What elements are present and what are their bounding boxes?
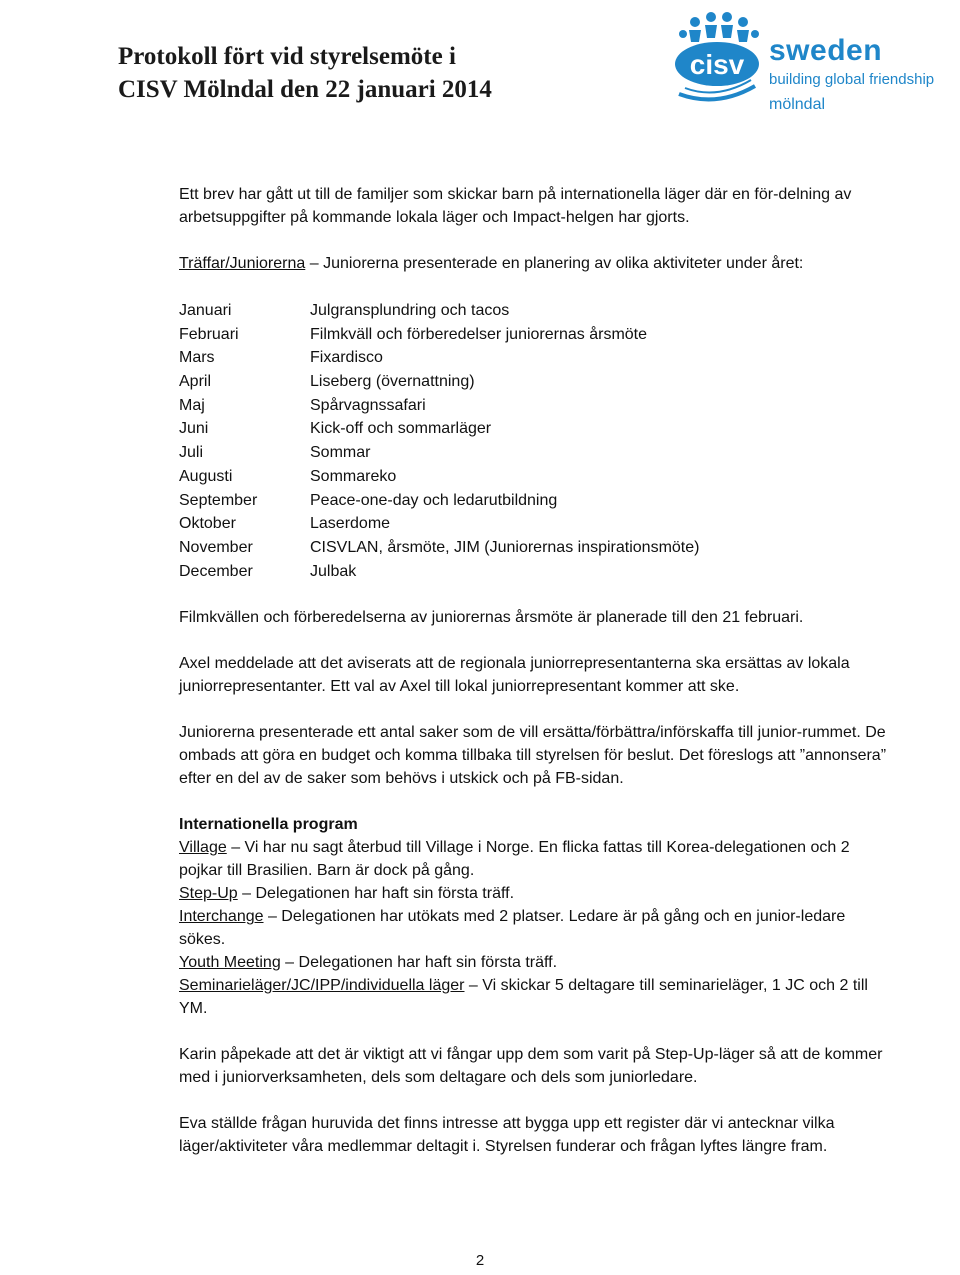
svg-text:cisv: cisv [689, 49, 745, 80]
month-activity: CISVLAN, årsmöte, JIM (Juniorernas inspirationsmöte) [310, 538, 700, 556]
juniorrum-paragraph: Juniorerna presenterade ett antal saker som de vill ersätta/förbättra/införskaffa till junior-rummet. De ombads att göra en budget och komma tillbaka till styrelsen för beslut. Det föreslogs att ”annonsera” efter en del av de saker som behövs i utskick och på FB-sidan. [179, 724, 887, 788]
month-activity: Sommar [310, 444, 371, 462]
month-activity: Sommareko [310, 467, 397, 485]
logo-wordmark: sweden [769, 34, 883, 67]
month-row [179, 560, 889, 584]
month-name: Juni [179, 420, 209, 438]
month-row [179, 299, 889, 323]
document-title [118, 40, 492, 106]
month-row [179, 465, 889, 489]
month-row [179, 441, 889, 465]
logo-city: mölndal [769, 96, 826, 113]
program-text: – Delegationen har haft sin första träff. [237, 885, 515, 903]
month-name: September [179, 491, 258, 509]
international-heading: Internationella program [179, 816, 358, 834]
intro-paragraph: Ett brev har gått ut till de familjer som skickar barn på internationella läger där en för-delning av arbetsuppgifter på kommande lokala läger och Impact-helgen har gjorts. [179, 186, 852, 226]
juniors-label: Träffar/Juniorerna [179, 255, 306, 272]
month-row [179, 370, 889, 394]
program-text: – Delegationen har haft sin första träff. [280, 954, 558, 972]
month-name: December [179, 562, 253, 580]
month-activity: Laserdome [310, 515, 391, 533]
month-name: Maj [179, 396, 205, 414]
month-activity: Julbak [310, 562, 357, 580]
month-row [179, 417, 889, 441]
eva-paragraph: Eva ställde frågan huruvida det finns intresse att bygga upp ett register där vi antecknar vilka läger/aktiviteter våra medlemmar deltagit i. Styrelsen funderar och frågan lyftes längre fram. [179, 1115, 835, 1156]
program-label: Youth Meeting [179, 954, 281, 972]
program-label: Step-Up [179, 885, 238, 903]
month-row [179, 323, 889, 347]
juniors-paragraph [179, 252, 889, 275]
program-label: Interchange [179, 908, 264, 926]
page-number: 2 [475, 1252, 485, 1269]
month-row [179, 394, 889, 418]
document-body [179, 183, 889, 1158]
cisv-emblem-icon [665, 8, 769, 108]
month-name: Mars [179, 349, 215, 367]
month-name: Januari [179, 302, 232, 319]
title-line-2: CISV Mölndal den 22 januari 2014 [118, 76, 492, 103]
logo-tagline: building global friendship [769, 71, 935, 88]
karin-paragraph: Karin påpekade att det är viktigt att vi fångar upp dem som varit på Step-Up-läger så att de kommer med i juniorverksamheten, dels som deltagare och dels som juniorledare. [179, 1046, 883, 1087]
month-row [179, 489, 889, 513]
program-item [179, 905, 889, 951]
month-name: April [179, 373, 212, 391]
program-label: Village [179, 839, 227, 857]
program-text: – Vi skickar 5 deltagare till seminarieläger, 1 JC och 2 till YM. [179, 977, 868, 1018]
program-text: – Vi har nu sagt återbud till Village i Norge. En flicka fattas till Korea-delegationen och 2 pojkar till Brasilien. Barn är dock på gång. [179, 839, 850, 880]
month-name: Oktober [179, 515, 236, 533]
program-label: Seminarieläger/JC/IPP/individuella läger [179, 977, 465, 995]
month-activity: Filmkväll och förberedelser juniorernas årsmöte [310, 325, 648, 343]
month-activity: Kick-off och sommarläger [310, 420, 492, 438]
month-activity: Fixardisco [310, 349, 383, 367]
month-activity: Peace-one-day och ledarutbildning [310, 491, 558, 509]
month-row [179, 512, 889, 536]
juniors-text: – Juniorerna presenterade en planering av olika aktiviteter under året: [305, 255, 804, 272]
month-name: Augusti [179, 467, 233, 485]
month-name: Juli [179, 444, 204, 462]
program-item [179, 974, 889, 1020]
month-activity: Spårvagnssafari [310, 396, 426, 414]
cisv-logo [665, 8, 960, 128]
month-activity: Julgransplundring och tacos [310, 302, 510, 319]
month-row [179, 346, 889, 370]
logo-text [769, 34, 934, 116]
month-name: November [179, 538, 253, 556]
program-item [179, 836, 889, 882]
axel-paragraph: Axel meddelade att det aviserats att de regionala juniorrepresentanterna ska ersättas av lokala juniorrepresentanter. Ett val av Axel till lokal juniorrepresentant kommer att ske. [179, 655, 850, 696]
month-row [179, 536, 889, 560]
month-activity: Liseberg (övernattning) [310, 373, 475, 391]
month-name: Februari [179, 325, 239, 343]
monthly-plan [179, 299, 889, 583]
filmkvall-paragraph: Filmkvällen och förberedelserna av juniorernas årsmöte är planerade till den 21 februari. [179, 609, 804, 627]
program-item [179, 951, 889, 974]
program-item [179, 882, 889, 905]
program-text: – Delegationen har utökats med 2 platser. Ledare är på gång och en junior-ledare sökes. [179, 908, 846, 949]
title-line-1: Protokoll fört vid styrelsemöte i [118, 43, 456, 70]
